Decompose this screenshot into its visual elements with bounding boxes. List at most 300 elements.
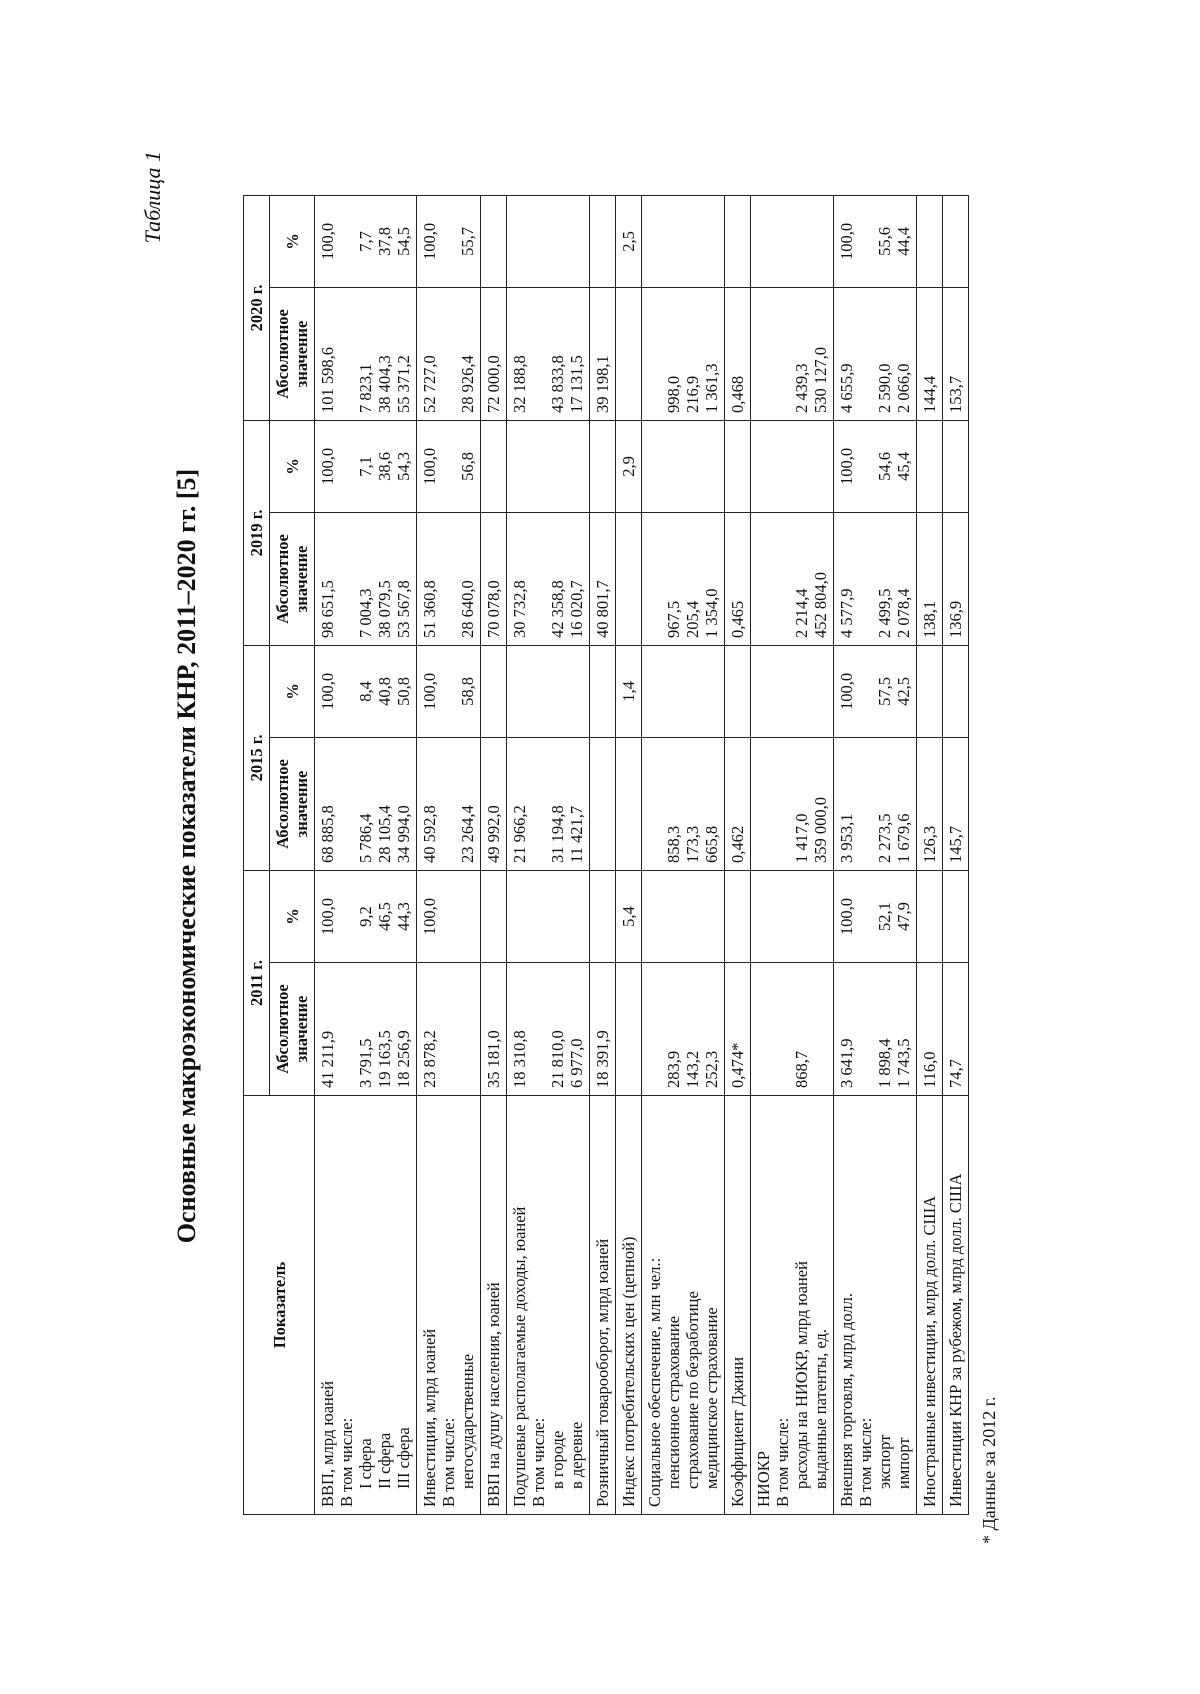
indicator-cell [315, 1096, 417, 1515]
abs-value: 42 358,8 [548, 580, 567, 638]
indicator-label: I сфера [356, 1438, 375, 1489]
indicator-label: В том числе: [337, 1417, 356, 1507]
pct-value: 37,8 [375, 227, 394, 256]
pct-value-cell [315, 870, 417, 962]
abs-value: 665,8 [702, 825, 721, 863]
abs-value: 116,0 [920, 1051, 939, 1088]
pct-value [484, 878, 503, 955]
table-container [243, 196, 969, 1515]
pct-value: 40,8 [375, 677, 394, 706]
pct-value-cell [725, 420, 751, 512]
pct-value-cell [616, 195, 642, 287]
pct-value [811, 878, 830, 955]
abs-value: 138,1 [920, 600, 939, 638]
pct-value [702, 428, 721, 505]
abs-value: 143,2 [683, 1050, 702, 1088]
header-indicator: Показатель [244, 1096, 315, 1515]
pct-value: 100,0 [318, 447, 337, 486]
pct-value: 42,5 [894, 677, 913, 706]
abs-value-cell [917, 963, 943, 1096]
pct-value [920, 203, 939, 280]
abs-value: 2 590,0 [875, 363, 894, 413]
abs-value: 5 786,4 [356, 813, 375, 863]
abs-value-cell [507, 287, 590, 420]
abs-value-cell [315, 287, 417, 420]
abs-value-cell [616, 512, 642, 645]
abs-value-cell [834, 963, 917, 1096]
pct-value: 2,9 [619, 456, 638, 477]
pct-value-cell [725, 645, 751, 737]
abs-value-cell [417, 963, 481, 1096]
abs-value-cell [751, 512, 834, 645]
pct-value [510, 203, 529, 280]
pct-value-cell [917, 195, 943, 287]
table-row [507, 195, 590, 1514]
pct-value: 7,7 [356, 231, 375, 252]
indicator-label: в деревне [567, 1421, 586, 1489]
table-row [417, 195, 481, 1514]
abs-value: 2 439,3 [792, 363, 811, 413]
abs-value: 4 577,9 [837, 588, 856, 638]
abs-value: 31 194,8 [548, 805, 567, 863]
pct-value [664, 878, 683, 955]
pct-value [484, 428, 503, 505]
pct-value-cell [590, 420, 616, 512]
abs-value: 126,3 [920, 825, 939, 863]
abs-value: 70 078,0 [484, 580, 503, 638]
pct-value: 57,5 [875, 677, 894, 706]
pct-value [702, 878, 721, 955]
pct-value [593, 653, 612, 730]
abs-value-cell [315, 963, 417, 1096]
abs-value: 2 499,5 [875, 588, 894, 638]
pct-value [920, 653, 939, 730]
pct-value [792, 878, 811, 955]
pct-value: 46,5 [375, 902, 394, 931]
abs-value: 68 885,8 [318, 805, 337, 863]
abs-value: 18 256,9 [394, 1030, 413, 1088]
header-year: 2015 г. [244, 645, 270, 870]
abs-value-cell [642, 287, 725, 420]
indicator-label: медицинское страхование [702, 1307, 721, 1489]
pct-value-cell [507, 195, 590, 287]
pct-value-cell [481, 195, 507, 287]
indicator-label: В том числе: [529, 1417, 548, 1507]
abs-value-cell [481, 512, 507, 645]
indicator-cell [751, 1096, 834, 1515]
abs-value-cell [590, 737, 616, 870]
abs-value-cell [507, 737, 590, 870]
abs-value [337, 745, 356, 863]
pct-value-cell [616, 870, 642, 962]
header-abs: Абсолютное значение [270, 963, 315, 1096]
table-row [481, 195, 507, 1514]
pct-value: 54,3 [394, 452, 413, 481]
pct-value: 2,5 [619, 231, 638, 252]
indicator-label: ВВП на душу населения, юаней [484, 1282, 503, 1507]
pct-value-cell [315, 645, 417, 737]
abs-value [645, 295, 664, 413]
abs-value: 359 000,0 [811, 796, 830, 863]
abs-value-cell [725, 287, 751, 420]
abs-value: 40 592,8 [420, 805, 439, 863]
abs-value-cell [943, 512, 969, 645]
abs-value [619, 295, 638, 413]
abs-value [754, 520, 773, 638]
pct-value-cell [642, 195, 725, 287]
pct-value [337, 653, 356, 730]
table-title: Основные макроэкономические показатели КНР, 2011–2020 гг. [5] [172, 468, 201, 1244]
indicator-cell [834, 1096, 917, 1515]
indicator-label: пенсионное страхование [664, 1315, 683, 1489]
abs-value [529, 970, 548, 1088]
pct-value [754, 428, 773, 505]
header-abs: Абсолютное значение [270, 287, 315, 420]
pct-value [458, 878, 477, 955]
indicator-label: Индекс потребительских цен (цепной) [619, 1236, 638, 1507]
abs-value: 283,9 [664, 1050, 683, 1088]
pct-value [529, 878, 548, 955]
pct-value [510, 653, 529, 730]
abs-value: 2 214,4 [792, 588, 811, 638]
pct-value [439, 203, 458, 280]
pct-value: 45,4 [894, 452, 913, 481]
abs-value-cell [481, 737, 507, 870]
header-abs: Абсолютное значение [270, 737, 315, 870]
abs-value-cell [943, 963, 969, 1096]
pct-value [529, 653, 548, 730]
pct-value-cell [943, 195, 969, 287]
indicator-label: ВВП, млрд юаней [318, 1380, 337, 1507]
pct-value [728, 653, 747, 730]
pct-value: 100,0 [420, 672, 439, 711]
pct-value [792, 203, 811, 280]
indicator-label: Внешняя торговля, млрд долл. [837, 1293, 856, 1507]
abs-value: 21 810,0 [548, 1030, 567, 1088]
abs-value-cell [481, 287, 507, 420]
pct-value [337, 878, 356, 955]
pct-value: 38,6 [375, 452, 394, 481]
abs-value: 7 823,1 [356, 363, 375, 413]
table-body [315, 195, 969, 1514]
indicator-label: экспорт [875, 1434, 894, 1489]
indicator-cell [943, 1096, 969, 1515]
table-row [315, 195, 417, 1514]
abs-value [439, 295, 458, 413]
indicator-cell [725, 1096, 751, 1515]
abs-value: 3 791,5 [356, 1038, 375, 1088]
pct-value [754, 653, 773, 730]
table-label: Таблица 1 [140, 151, 165, 244]
pct-value [773, 428, 792, 505]
abs-value: 0,465 [728, 600, 747, 638]
pct-value-cell [834, 870, 917, 962]
abs-value: 39 198,1 [593, 355, 612, 413]
header-year: 2019 г. [244, 420, 270, 645]
abs-value: 153,7 [946, 375, 965, 413]
pct-value [792, 653, 811, 730]
pct-value [484, 203, 503, 280]
pct-value [645, 878, 664, 955]
abs-value-cell [751, 737, 834, 870]
pct-value-cell [642, 420, 725, 512]
pct-value [856, 878, 875, 955]
pct-value-cell [417, 420, 481, 512]
pct-value-cell [417, 645, 481, 737]
pct-value: 47,9 [894, 902, 913, 931]
header-abs: Абсолютное значение [270, 512, 315, 645]
abs-value [439, 520, 458, 638]
pct-value-cell [481, 420, 507, 512]
pct-value-cell [481, 870, 507, 962]
abs-value: 74,7 [946, 1059, 965, 1088]
pct-value [683, 203, 702, 280]
abs-value: 858,3 [664, 825, 683, 863]
abs-value: 34 994,0 [394, 805, 413, 863]
indicator-label: Инвестиции, млрд юаней [420, 1328, 439, 1507]
abs-value-cell [917, 737, 943, 870]
pct-value: 55,7 [458, 227, 477, 256]
abs-value: 28 105,4 [375, 805, 394, 863]
abs-value: 55 371,2 [394, 355, 413, 413]
abs-value: 998,0 [664, 375, 683, 413]
pct-value [702, 203, 721, 280]
abs-value: 205,4 [683, 600, 702, 638]
pct-value [337, 203, 356, 280]
abs-value [439, 970, 458, 1088]
abs-value: 32 188,8 [510, 355, 529, 413]
abs-value-cell [481, 963, 507, 1096]
abs-value [773, 970, 792, 1088]
pct-value [529, 203, 548, 280]
abs-value: 98 651,5 [318, 580, 337, 638]
pct-value [593, 428, 612, 505]
table-row [751, 195, 834, 1514]
abs-value: 252,3 [702, 1050, 721, 1088]
abs-value [773, 745, 792, 863]
abs-value-cell [507, 963, 590, 1096]
pct-value [920, 428, 939, 505]
pct-value-cell [834, 195, 917, 287]
abs-value: 19 163,5 [375, 1030, 394, 1088]
header-pct: % [270, 645, 315, 737]
indicator-label: НИОКР [754, 1451, 773, 1507]
abs-value-cell [590, 287, 616, 420]
pct-value: 55,6 [875, 227, 894, 256]
indicator-label: II сфера [375, 1432, 394, 1489]
abs-value-cell [315, 512, 417, 645]
pct-value [548, 878, 567, 955]
abs-value: 4 655,9 [837, 363, 856, 413]
abs-value: 6 977,0 [567, 1038, 586, 1088]
pct-value: 100,0 [837, 222, 856, 261]
abs-value [773, 520, 792, 638]
pct-value: 100,0 [837, 672, 856, 711]
abs-value [529, 520, 548, 638]
table-row [616, 195, 642, 1514]
abs-value: 41 211,9 [318, 1030, 337, 1088]
pct-value-cell [943, 645, 969, 737]
abs-value: 38 079,5 [375, 580, 394, 638]
pct-value [946, 878, 965, 955]
pct-value-cell [507, 420, 590, 512]
abs-value [439, 745, 458, 863]
abs-value-cell [917, 512, 943, 645]
abs-value: 18 310,8 [510, 1030, 529, 1088]
abs-value [811, 970, 830, 1088]
abs-value [645, 745, 664, 863]
table-row [943, 195, 969, 1514]
indicator-label: Социальное обеспечение, млн чел.: [645, 1257, 664, 1507]
abs-value: 144,4 [920, 375, 939, 413]
pct-value-cell [917, 645, 943, 737]
indicator-label: Розничный товарооборот, млрд юаней [593, 1238, 612, 1507]
pct-value-cell [917, 420, 943, 512]
pct-value [567, 878, 586, 955]
abs-value: 53 567,8 [394, 580, 413, 638]
abs-value: 1 898,4 [875, 1038, 894, 1088]
abs-value: 2 066,0 [894, 363, 913, 413]
pct-value [510, 428, 529, 505]
pct-value [683, 653, 702, 730]
pct-value: 50,8 [394, 677, 413, 706]
abs-value: 28 640,0 [458, 580, 477, 638]
abs-value-cell [642, 512, 725, 645]
abs-value: 40 801,7 [593, 580, 612, 638]
pct-value: 100,0 [420, 897, 439, 936]
pct-value [856, 653, 875, 730]
abs-value: 145,7 [946, 825, 965, 863]
abs-value: 23 878,2 [420, 1030, 439, 1088]
abs-value-cell [590, 512, 616, 645]
abs-value: 2 273,5 [875, 813, 894, 863]
abs-value: 1 679,6 [894, 813, 913, 863]
indicator-label: расходы на НИОКР, млрд юаней [792, 1261, 811, 1489]
pct-value-cell [481, 645, 507, 737]
abs-value [619, 520, 638, 638]
pct-value [773, 878, 792, 955]
abs-value: 3 953,1 [837, 813, 856, 863]
abs-value-cell [616, 287, 642, 420]
header-row-years [244, 195, 270, 1514]
abs-value [619, 745, 638, 863]
pct-value-cell [943, 870, 969, 962]
pct-value-cell [751, 195, 834, 287]
indicator-cell [616, 1096, 642, 1515]
table-row [642, 195, 725, 1514]
pct-value [439, 653, 458, 730]
pct-value-cell [751, 645, 834, 737]
pct-value: 100,0 [318, 897, 337, 936]
abs-value [645, 520, 664, 638]
pct-value [567, 428, 586, 505]
abs-value-cell [917, 287, 943, 420]
pct-value [728, 203, 747, 280]
pct-value [811, 653, 830, 730]
table-row [590, 195, 616, 1514]
abs-value-cell [507, 512, 590, 645]
abs-value-cell [417, 737, 481, 870]
abs-value: 17 131,5 [567, 355, 586, 413]
pct-value [754, 203, 773, 280]
abs-value [337, 295, 356, 413]
abs-value [529, 745, 548, 863]
abs-value: 101 598,6 [318, 346, 337, 413]
abs-value [856, 295, 875, 413]
abs-value: 18 391,9 [593, 1030, 612, 1088]
pct-value-cell [616, 420, 642, 512]
indicator-label: негосударственные [458, 1353, 477, 1489]
pct-value [728, 878, 747, 955]
pct-value-cell [725, 195, 751, 287]
abs-value-cell [642, 963, 725, 1096]
pct-value-cell [590, 645, 616, 737]
pct-value [548, 428, 567, 505]
abs-value: 30 732,8 [510, 580, 529, 638]
pct-value [548, 203, 567, 280]
header-pct: % [270, 870, 315, 962]
pct-value-cell [507, 870, 590, 962]
pct-value [548, 653, 567, 730]
abs-value: 967,5 [664, 600, 683, 638]
abs-value: 43 833,8 [548, 355, 567, 413]
table-row [917, 195, 943, 1514]
pct-value: 8,4 [356, 681, 375, 702]
abs-value: 216,9 [683, 375, 702, 413]
abs-value: 530 127,0 [811, 346, 830, 413]
indicator-label: в городе [548, 1430, 567, 1489]
indicator-label: В том числе: [856, 1417, 875, 1507]
abs-value: 0,468 [728, 375, 747, 413]
pct-value-cell [315, 420, 417, 512]
abs-value-cell [751, 963, 834, 1096]
pct-value: 54,5 [394, 227, 413, 256]
abs-value: 1 354,0 [702, 588, 721, 638]
indicator-label: III сфера [394, 1427, 413, 1489]
pct-value: 52,1 [875, 902, 894, 931]
pct-value-cell [725, 870, 751, 962]
pct-value [683, 878, 702, 955]
abs-value-cell [315, 737, 417, 870]
indicator-label: выданные патенты, ед. [811, 1328, 830, 1489]
indicator-cell [590, 1096, 616, 1515]
abs-value: 28 926,4 [458, 355, 477, 413]
pct-value [811, 203, 830, 280]
abs-value: 136,9 [946, 600, 965, 638]
abs-value-cell [417, 512, 481, 645]
pct-value: 5,4 [619, 906, 638, 927]
indicator-cell [917, 1096, 943, 1515]
pct-value [946, 653, 965, 730]
pct-value [773, 203, 792, 280]
abs-value-cell [590, 963, 616, 1096]
pct-value [593, 878, 612, 955]
pct-value-cell [590, 195, 616, 287]
pct-value-cell [917, 870, 943, 962]
pct-value [664, 428, 683, 505]
abs-value [645, 970, 664, 1088]
pct-value-cell [642, 870, 725, 962]
pct-value-cell [943, 420, 969, 512]
abs-value [458, 970, 477, 1088]
abs-value: 452 804,0 [811, 571, 830, 638]
abs-value [856, 745, 875, 863]
abs-value-cell [834, 512, 917, 645]
abs-value [593, 745, 612, 863]
abs-value-cell [943, 287, 969, 420]
abs-value: 1 743,5 [894, 1038, 913, 1088]
pct-value: 7,1 [356, 456, 375, 477]
